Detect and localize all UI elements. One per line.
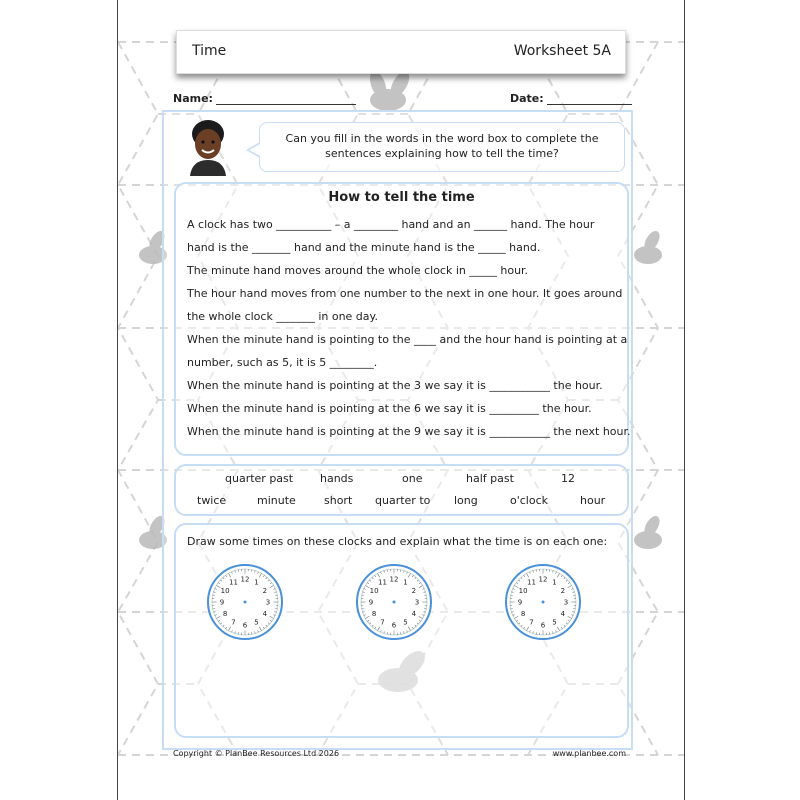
word-item: hour (580, 494, 606, 507)
word-item: one (402, 472, 423, 485)
clock-number: 1 (403, 578, 408, 587)
story-line: hand is the _______ hand and the minute hand is the _____ hand. (187, 241, 541, 254)
clock-number: 11 (229, 578, 238, 587)
clock-instruction: Draw some times on these clocks and explain what the time is on each one: (187, 535, 608, 548)
story-line: A clock has two __________ – a ________ hand and an ______ hand. The hour (187, 218, 595, 231)
clock-number: 10 (518, 587, 528, 595)
story-line: the whole clock _______ in one day. (187, 310, 378, 323)
clock-number: 8 (371, 610, 377, 618)
clock-number: 9 (368, 598, 374, 607)
child-avatar (186, 118, 230, 176)
story-line: When the minute hand is pointing at the 3 we say it is ___________ the hour. (187, 379, 603, 392)
story-line: When the minute hand is pointing to the ____ and the hour hand is pointing at a (187, 333, 628, 346)
story-line: When the minute hand is pointing at the 9 we say it is ___________ the next hour. (187, 425, 631, 438)
clock-number: 6 (242, 621, 248, 630)
word-item: quarter to (375, 494, 431, 507)
bee-icon (634, 228, 663, 264)
clock-number: 4 (262, 610, 268, 618)
name-line[interactable] (216, 94, 356, 105)
date-label: Date: (510, 92, 544, 105)
clock-number: 2 (411, 587, 417, 595)
worksheet-header (176, 30, 626, 74)
date-row (510, 92, 632, 105)
clock-center-dot (393, 601, 396, 604)
clock-number: 8 (520, 610, 526, 618)
clock-number: 2 (262, 587, 268, 595)
worksheet-topic: Time (192, 43, 227, 59)
prompt-line-1: Can you fill in the words in the word box to complete the (285, 132, 599, 145)
story-line: The minute hand moves around the whole clock in _____ hour. (187, 264, 529, 277)
clock-number: 12 (389, 575, 399, 584)
clock-center-dot (244, 601, 247, 604)
clock-number: 10 (369, 587, 379, 595)
word-item: short (324, 494, 353, 507)
name-label: Name: (173, 92, 213, 105)
clock-number: 12 (538, 575, 548, 584)
clock-face-1[interactable] (206, 563, 284, 641)
clock-number: 6 (391, 621, 397, 630)
clock-number: 3 (563, 598, 569, 607)
worksheet-number: Worksheet 5A (513, 43, 611, 59)
word-item: quarter past (225, 472, 294, 485)
word-item: hands (320, 472, 354, 485)
website-link[interactable]: www.planbee.com (552, 749, 626, 758)
clock-number: 1 (552, 578, 557, 587)
clock-number: 7 (231, 618, 236, 627)
clock-center-dot (542, 601, 545, 604)
clock-number: 9 (219, 598, 225, 607)
clock-face-3[interactable] (504, 563, 582, 641)
bee-icon (367, 68, 413, 111)
clock-number: 2 (560, 587, 566, 595)
story-heading: How to tell the time (328, 190, 475, 205)
clock-number: 3 (414, 598, 420, 607)
clock-number: 5 (552, 618, 557, 627)
word-item: 12 (561, 472, 575, 485)
word-item: twice (197, 494, 227, 507)
clock-number: 4 (560, 610, 566, 618)
clock-number: 5 (403, 618, 408, 627)
clock-number: 6 (540, 621, 546, 630)
prompt-line-2: sentences explaining how to tell the time? (325, 147, 559, 160)
date-line[interactable] (547, 94, 632, 105)
clock-number: 4 (411, 610, 417, 618)
speech-bubble (259, 122, 625, 172)
clock-number: 7 (529, 618, 534, 627)
clock-number: 1 (254, 578, 259, 587)
clock-number: 5 (254, 618, 259, 627)
word-item: half past (466, 472, 514, 485)
clock-number: 7 (380, 618, 385, 627)
story-line: The hour hand moves from one number to the next in one hour. It goes around (187, 287, 623, 300)
word-item: long (454, 494, 478, 507)
name-row (173, 92, 356, 105)
clock-number: 9 (517, 598, 523, 607)
copyright-text: Copyright © PlanBee Resources Ltd 2026 (173, 749, 340, 758)
clock-number: 8 (222, 610, 228, 618)
word-item: o'clock (510, 494, 549, 507)
story-line: When the minute hand is pointing at the 6 we say it is _________ the hour. (187, 402, 592, 415)
clock-number: 3 (265, 598, 271, 607)
clock-activity-box (174, 523, 629, 738)
clock-number: 10 (220, 587, 230, 595)
clock-number: 11 (378, 578, 387, 587)
speech-bubble-tail-inner (249, 144, 260, 156)
clock-face-2[interactable] (355, 563, 433, 641)
word-box (174, 464, 629, 516)
story-line: number, such as 5, it is 5 ________. (187, 356, 378, 369)
bee-icon (634, 513, 663, 549)
story-box (174, 182, 629, 456)
clock-number: 11 (527, 578, 536, 587)
clock-number: 12 (240, 575, 250, 584)
word-item: minute (257, 494, 296, 507)
worksheet-page (117, 0, 685, 800)
